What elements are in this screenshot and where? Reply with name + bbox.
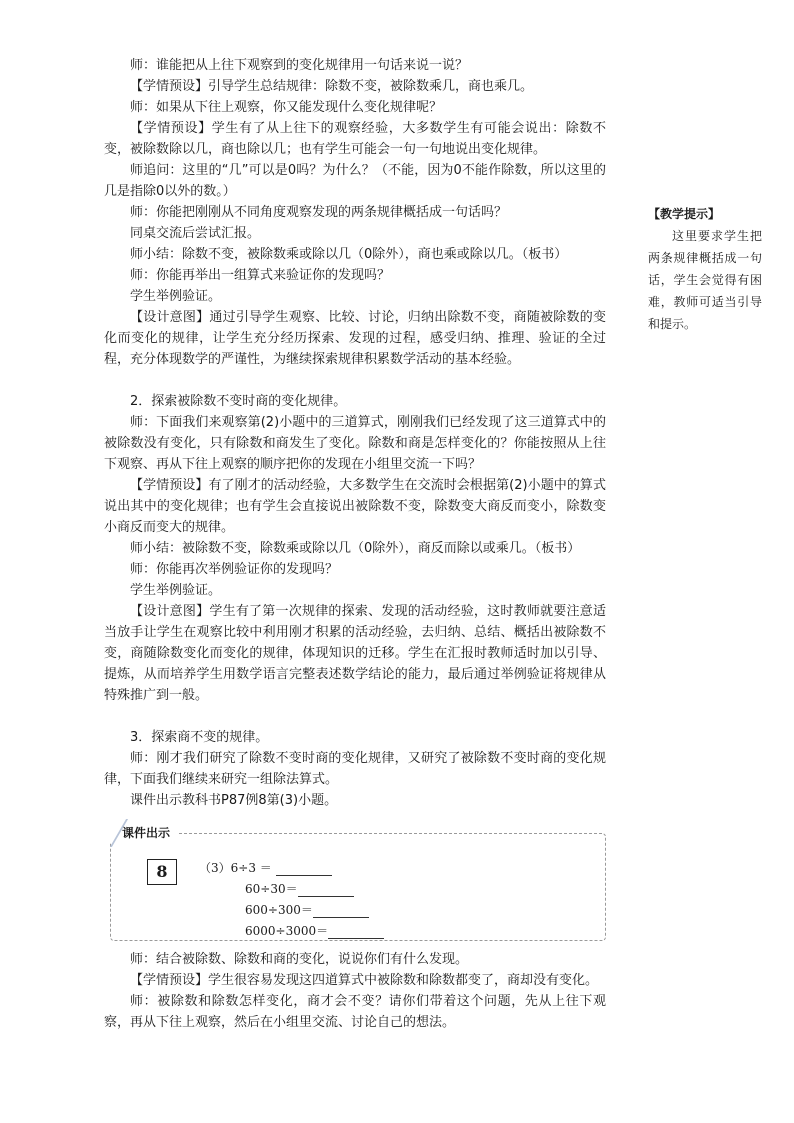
section-rule-divisor-constant [104, 55, 606, 370]
paragraph: 学生举例验证。 [130, 289, 222, 304]
paragraph: 【设计意图】通过引导学生观察、比较、讨论，归纳出除数不变，商随被除数的变化而变化的规律，让学生充分经历探索、发现的过程，感受归纳、推理、验证的全过程，充分体现数学的严谨性，为继续探索规律积累数学活动的基本经验。 [104, 310, 606, 367]
paragraph: 师小结：被除数不变，除数乘或除以几（0除外），商反而除以或乘几。（板书） [130, 541, 581, 556]
courseware-frame [110, 833, 606, 941]
paragraph: 师小结：除数不变，被除数乘或除以几（0除外），商也乘或除以几。（板书） [130, 247, 568, 262]
section-discussion [104, 949, 606, 1033]
paragraph: 师追问：这里的“几”可以是0吗？为什么？（不能，因为0不能作除数，所以这里的几是指除0以外的数。） [104, 163, 606, 199]
paragraph: 同桌交流后尝试汇报。 [130, 226, 261, 241]
section-rule-dividend-constant [104, 391, 606, 706]
paragraph: 【学情预设】学生很容易发现这四道算式中被除数和除数都变了，商却没有变化。 [130, 973, 599, 988]
paragraph: 师：你能再举出一组算式来验证你的发现吗？ [130, 268, 391, 283]
paragraph: 【学情预设】引导学生总结规律：除数不变，被除数乘几，商也乘几。 [130, 79, 534, 94]
paragraph: 师：如果从下往上观察，你又能发现什么变化规律呢？ [130, 100, 443, 115]
paragraph: 师：你能再次举例验证你的发现吗？ [130, 562, 339, 577]
teaching-tip-sidebar [648, 203, 762, 335]
section-rule-quotient-constant [104, 727, 606, 811]
section-spacer [104, 370, 606, 391]
paragraph: 3．探索商不变的规律。 [130, 730, 269, 745]
paragraph: 【学情预设】有了刚才的活动经验，大多数学生在交流时会根据第(2)小题中的算式说出其中的变化规律；也有学生会直接说出被除数不变，除数变大商反而变小，除数变小商反而变大的规律。 [104, 478, 606, 535]
teaching-tip-body: 这里要求学生把两条规律概括成一句话，学生会觉得有困难，教师可适当引导和提示。 [648, 229, 762, 331]
section-spacer [104, 706, 606, 727]
courseware-box [104, 823, 606, 941]
equation-4: 6000÷3000＝ [245, 923, 384, 939]
paragraph: 课件出示教科书P87例8第(3)小题。 [130, 793, 338, 808]
lesson-content [104, 55, 606, 1033]
paragraph: 师：被除数和除数怎样变化，商才会不变？请你们带着这个问题，先从上往下观察，再从下往上观察，然后在小组里交流、讨论自己的想法。 [104, 994, 606, 1030]
equation-3: 600÷300＝ [245, 902, 369, 918]
paragraph: 师：你能把刚刚从不同角度观察发现的两条规律概括成一句话吗？ [130, 205, 508, 220]
equation-1: （3）6÷3 ＝ [199, 860, 332, 876]
courseware-tab: 课件出示 [104, 823, 178, 843]
example-number-badge: 8 [147, 859, 177, 885]
paragraph: 2．探索被除数不变时商的变化规律。 [130, 394, 347, 409]
paragraph: 师：谁能把从上往下观察到的变化规律用一句话来说一说？ [130, 58, 469, 73]
paragraph: 师：下面我们来观察第(2)小题中的三道算式，刚刚我们已经发现了这三道算式中的被除数没有变化，只有除数和商发生了变化。除数和商是怎样变化的？你能按照从上往下观察、再从下往上观察的顺序把你的发现在小组里交流一下吗？ [104, 415, 606, 472]
paragraph: 师：刚才我们研究了除数不变时商的变化规律，又研究了被除数不变时商的变化规律，下面我们继续来研究一组除法算式。 [104, 751, 606, 787]
paragraph: 师：结合被除数、除数和商的变化，说说你们有什么发现。 [130, 952, 469, 967]
paragraph: 【学情预设】学生有了从上往下的观察经验，大多数学生有可能会说出：除数不变，被除数除以几，商也除以几；也有学生可能会一句一句地说出变化规律。 [104, 121, 606, 157]
teaching-tip-title: 【教学提示】 [648, 207, 721, 221]
equation-2: 60÷30＝ [245, 881, 354, 897]
paragraph: 学生举例验证。 [130, 583, 222, 598]
paragraph: 【设计意图】学生有了第一次规律的探索、发现的活动经验，这时教师就要注意适当放手让学生在观察比较中利用刚才积累的活动经验，去归纳、总结、概括出被除数不变，商随除数变化而变化的规律，体现知识的迁移。学生在汇报时教师适时加以引导、提炼，从而培养学生用数学语言完整表述数学结论的能力，最后通过举例验证将规律从特殊推广到一般。 [104, 604, 606, 703]
